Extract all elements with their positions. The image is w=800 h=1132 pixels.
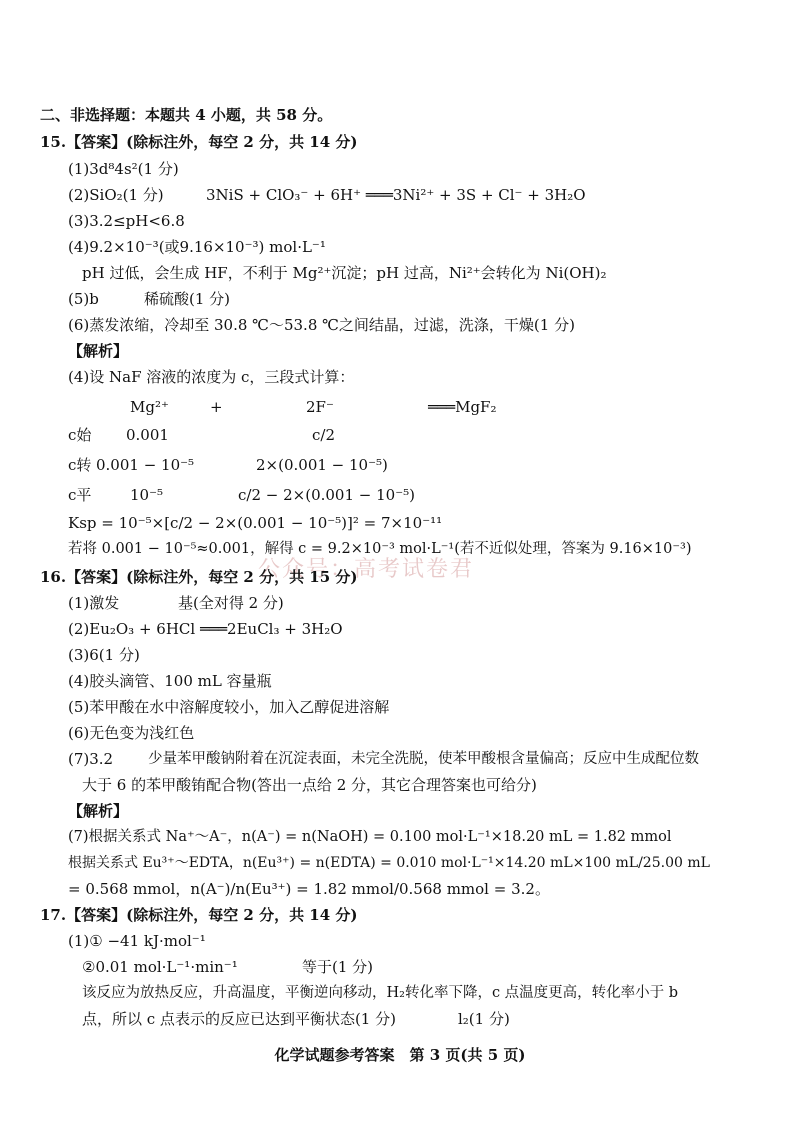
q17-answer-2b: 等于(1 分) xyxy=(302,958,374,976)
q16-analysis-line1: (7)根据关系式 Na⁺～A⁻，n(A⁻) = n(NaOH) = 0.100 mol·L⁻¹×18.20 mL = 1.82 mmol xyxy=(68,829,672,845)
q16-analysis-line2: 根据关系式 Eu³⁺～EDTA，n(Eu³⁺) = n(EDTA) = 0.010 mol·L⁻¹×14.20 mL×100 mL/25.00 mL xyxy=(68,855,710,871)
row-equilibrium-mg: 10⁻⁵ xyxy=(130,486,164,504)
q17-answer-3: 该反应为放热反应，升高温度，平衡逆向移动，H₂转化率下降，c 点温度更高，转化率小于 b xyxy=(82,985,679,1001)
page-footer: 化学试题参考答案 第 3 页(共 5 页) xyxy=(274,1046,526,1064)
q15-answer-2b: 3NiS + ClO₃⁻ + 6H⁺ ═══3Ni²⁺ + 3S + Cl⁻ + 3H₂O xyxy=(206,186,586,204)
ksp-line: Ksp = 10⁻⁵×[c/2 − 2×(0.001 − 10⁻⁵)]² = 7×10⁻¹¹ xyxy=(68,514,443,532)
q17-answer-4a: 点，所以 c 点表示的反应已达到平衡状态(1 分) xyxy=(82,1010,396,1028)
q16-answer-5: (5)苯甲酸在水中溶解度较小，加入乙醇促进溶解 xyxy=(68,698,390,716)
row-initial-mg: 0.001 xyxy=(126,426,169,444)
row-equilibrium-label: c平 xyxy=(68,486,92,504)
q15-answer-2a: (2)SiO₂(1 分) xyxy=(68,186,164,204)
q15-answer-6: (6)蒸发浓缩，冷却至 30.8 ℃～53.8 ℃之间结晶，过滤，洗涤，干燥(1 分) xyxy=(68,316,575,334)
q15-answer-4a: (4)9.2×10⁻³(或9.16×10⁻³) mol·L⁻¹ xyxy=(68,238,326,256)
q15-header: 15.【答案】(除标注外，每空 2 分，共 14 分) xyxy=(40,133,358,151)
q15-answer-5b: 稀硫酸(1 分) xyxy=(144,290,231,308)
q16-answer-1b: 基(全对得 2 分) xyxy=(178,594,284,612)
q16-analysis-line3: = 0.568 mmol，n(A⁻)/n(Eu³⁺) = 1.82 mmol/0.568 mmol = 3.2。 xyxy=(68,880,550,898)
q16-answer-7b: 少量苯甲酸钠附着在沉淀表面，未完全洗脱，使苯甲酸根含量偏高；反应中生成配位数 xyxy=(148,751,699,767)
eq-product: ═══MgF₂ xyxy=(428,398,497,416)
row-equilibrium-f: c/2 − 2×(0.001 − 10⁻⁵) xyxy=(238,486,415,504)
approx-line: 若将 0.001 − 10⁻⁵≈0.001，解得 c = 9.2×10⁻³ mol·L⁻¹(若不近似处理，答案为 9.16×10⁻³) xyxy=(68,541,692,557)
row-change-label: c转 xyxy=(68,456,92,474)
q16-answer-1a: (1)激发 xyxy=(68,594,120,612)
q15-answer-4b: pH 过低，会生成 HF，不利于 Mg²⁺沉淀；pH 过高，Ni²⁺会转化为 Ni(OH)₂ xyxy=(82,264,607,282)
q15-analysis-label: 【解析】 xyxy=(68,342,129,360)
q16-answer-6: (6)无色变为浅红色 xyxy=(68,724,195,742)
q17-answer-1: (1)① −41 kJ·mol⁻¹ xyxy=(68,932,206,950)
q15-answer-3: (3)3.2≤pH<6.8 xyxy=(68,212,185,230)
q16-answer-7c: 大于 6 的苯甲酸铕配合物(答出一点给 2 分，其它合理答案也可给分) xyxy=(82,776,537,794)
row-initial-f: c/2 xyxy=(312,426,335,444)
eq-plus: + xyxy=(210,398,223,416)
row-change-mg: 0.001 − 10⁻⁵ xyxy=(96,456,195,474)
watermark: 公众号：高考试卷君 xyxy=(258,557,475,582)
q17-answer-4b: l₂(1 分) xyxy=(458,1010,510,1028)
section-title: 二、非选择题：本题共 4 小题，共 58 分。 xyxy=(40,106,333,124)
q15-analysis-line1: (4)设 NaF 溶液的浓度为 c，三段式计算： xyxy=(68,368,355,386)
q15-answer-1: (1)3d⁸4s²(1 分) xyxy=(68,160,179,178)
row-initial-label: c始 xyxy=(68,426,92,444)
q16-answer-2: (2)Eu₂O₃ + 6HCl ═══2EuCl₃ + 3H₂O xyxy=(68,620,343,638)
q16-answer-4: (4)胶头滴管、100 mL 容量瓶 xyxy=(68,672,272,690)
eq-reactant-f: 2F⁻ xyxy=(306,398,334,416)
eq-reactant-mg: Mg²⁺ xyxy=(130,398,169,416)
q17-header: 17.【答案】(除标注外，每空 2 分，共 14 分) xyxy=(40,906,358,924)
q16-header: 16.【答案】(除标注外，每空 2 分，共 15 分) xyxy=(40,568,358,586)
q16-answer-7a: (7)3.2 xyxy=(68,750,114,768)
q16-answer-3: (3)6(1 分) xyxy=(68,646,140,664)
q16-analysis-label: 【解析】 xyxy=(68,802,129,820)
q17-answer-2a: ②0.01 mol·L⁻¹·min⁻¹ xyxy=(82,958,238,976)
row-change-f: 2×(0.001 − 10⁻⁵) xyxy=(256,456,388,474)
q15-answer-5a: (5)b xyxy=(68,290,99,308)
